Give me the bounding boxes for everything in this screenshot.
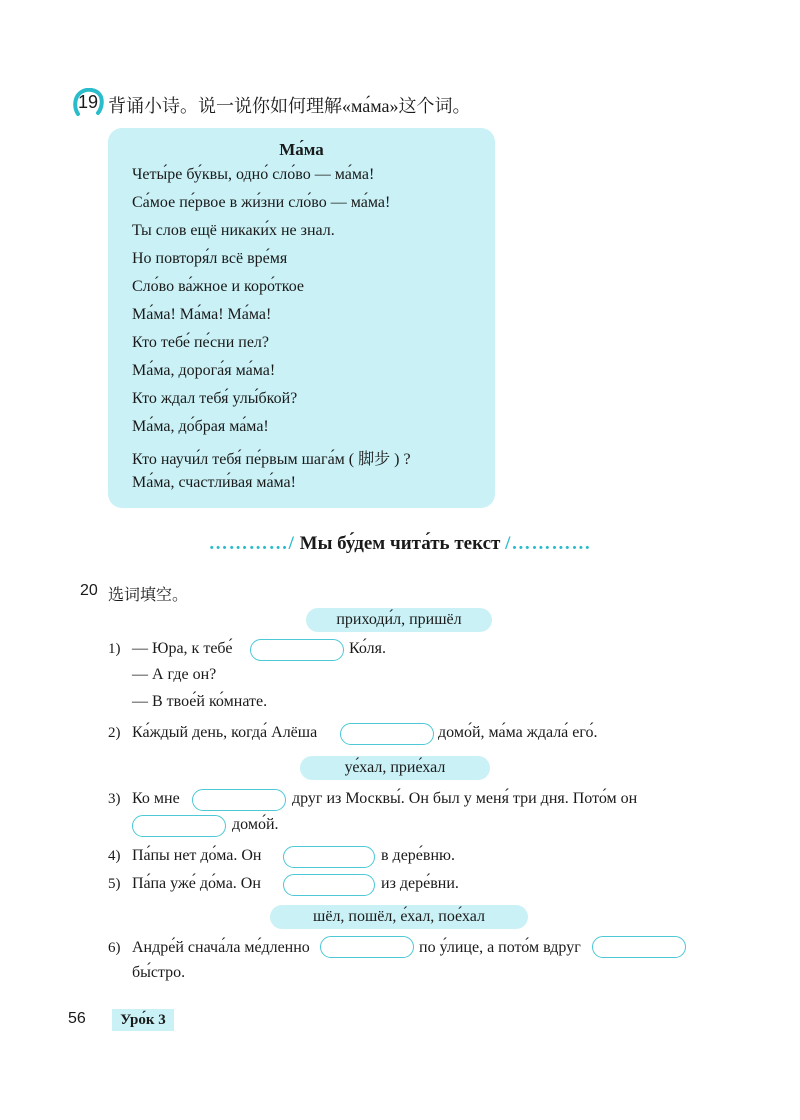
item-text: из дере́вни. bbox=[381, 875, 459, 892]
word-choice-pill: приходи́л, пришёл bbox=[306, 608, 492, 632]
poem-line: Ма́ма! Ма́ма! Ма́ма! bbox=[132, 306, 272, 323]
section-heading bbox=[0, 533, 800, 555]
poem-line: Ма́ма, до́брая ма́ма! bbox=[132, 418, 269, 435]
item-text: Па́па уже́ до́ма. Он bbox=[132, 875, 261, 892]
exercise-19-number: 19 bbox=[78, 92, 99, 112]
answer-blank[interactable] bbox=[192, 789, 286, 811]
poem-line: Но повторя́л всё вре́мя bbox=[132, 250, 288, 267]
item-text: в дере́вню. bbox=[381, 847, 455, 864]
lesson-tag: Уро́к 3 bbox=[112, 1009, 174, 1031]
item-text: друг из Москвы́. Он был у меня́ три дня. Пото́м он bbox=[292, 790, 638, 807]
item-text: по у́лице, а пото́м вдруг bbox=[419, 939, 581, 956]
exercise-19-instruction: 背诵小诗。说一说你如何理解«ма́ма»这个词。 bbox=[108, 96, 471, 116]
item-text: Ка́ждый день, когда́ Алёша bbox=[132, 724, 318, 741]
exercise-20-instruction: 选词填空。 bbox=[108, 587, 189, 604]
poem-line: Кто ждал тебя́ улы́бкой? bbox=[132, 390, 298, 407]
item-text: — В твое́й ко́мнате. bbox=[132, 693, 268, 710]
section-heading-title: Мы бу́дем чита́ть текст bbox=[299, 533, 501, 554]
poem-title: Ма́ма bbox=[279, 140, 324, 159]
answer-blank[interactable] bbox=[283, 874, 375, 896]
item-text: — Юра, к тебе́ bbox=[132, 640, 233, 657]
word-choice-pill: шёл, пошёл, е́хал, пое́хал bbox=[270, 905, 528, 929]
item-text: бы́стро. bbox=[132, 964, 186, 981]
item-number: 3) bbox=[108, 791, 121, 807]
item-number: 4) bbox=[108, 848, 121, 864]
section-heading-left-dots: …………/ bbox=[208, 533, 295, 554]
answer-blank[interactable] bbox=[283, 846, 375, 868]
poem-line: Са́мое пе́рвое в жи́зни сло́во — ма́ма! bbox=[132, 194, 391, 211]
item-text: домо́й, ма́ма ждала́ его́. bbox=[438, 724, 598, 741]
page-number: 56 bbox=[68, 1010, 86, 1027]
answer-blank[interactable] bbox=[320, 936, 414, 958]
poem-line: Ты слов ещё никаки́х не знал. bbox=[132, 222, 335, 239]
poem-line: Сло́во ва́жное и коро́ткое bbox=[132, 278, 305, 295]
word-choice-pill: уе́хал, прие́хал bbox=[300, 756, 490, 780]
item-number: 6) bbox=[108, 940, 121, 956]
item-text: Па́пы нет до́ма. Он bbox=[132, 847, 262, 864]
item-text: — А где он? bbox=[132, 666, 217, 683]
poem-line: Ма́ма, дорога́я ма́ма! bbox=[132, 362, 276, 379]
exercise-20-number: 20 bbox=[80, 582, 98, 599]
item-number: 2) bbox=[108, 725, 121, 741]
poem-line: Ма́ма, счастли́вая ма́ма! bbox=[132, 474, 296, 491]
answer-blank[interactable] bbox=[592, 936, 686, 958]
item-text: Андре́й снача́ла ме́дленно bbox=[132, 939, 310, 956]
answer-blank[interactable] bbox=[340, 723, 434, 745]
item-text: Ко мне bbox=[132, 790, 180, 807]
answer-blank[interactable] bbox=[250, 639, 344, 661]
item-number: 5) bbox=[108, 876, 121, 892]
item-text: Ко́ля. bbox=[349, 640, 387, 657]
item-text: домо́й. bbox=[232, 816, 279, 833]
answer-blank[interactable] bbox=[132, 815, 226, 837]
item-number: 1) bbox=[108, 641, 121, 657]
poem-line: Кто научи́л тебя́ пе́рвым шага́м ( 脚步 ) ? bbox=[132, 451, 411, 468]
poem-line: Кто тебе́ пе́сни пел? bbox=[132, 334, 270, 351]
poem-line: Четы́ре бу́квы, одно́ сло́во — ма́ма! bbox=[132, 166, 375, 183]
section-heading-right-dots: /………… bbox=[505, 533, 592, 554]
